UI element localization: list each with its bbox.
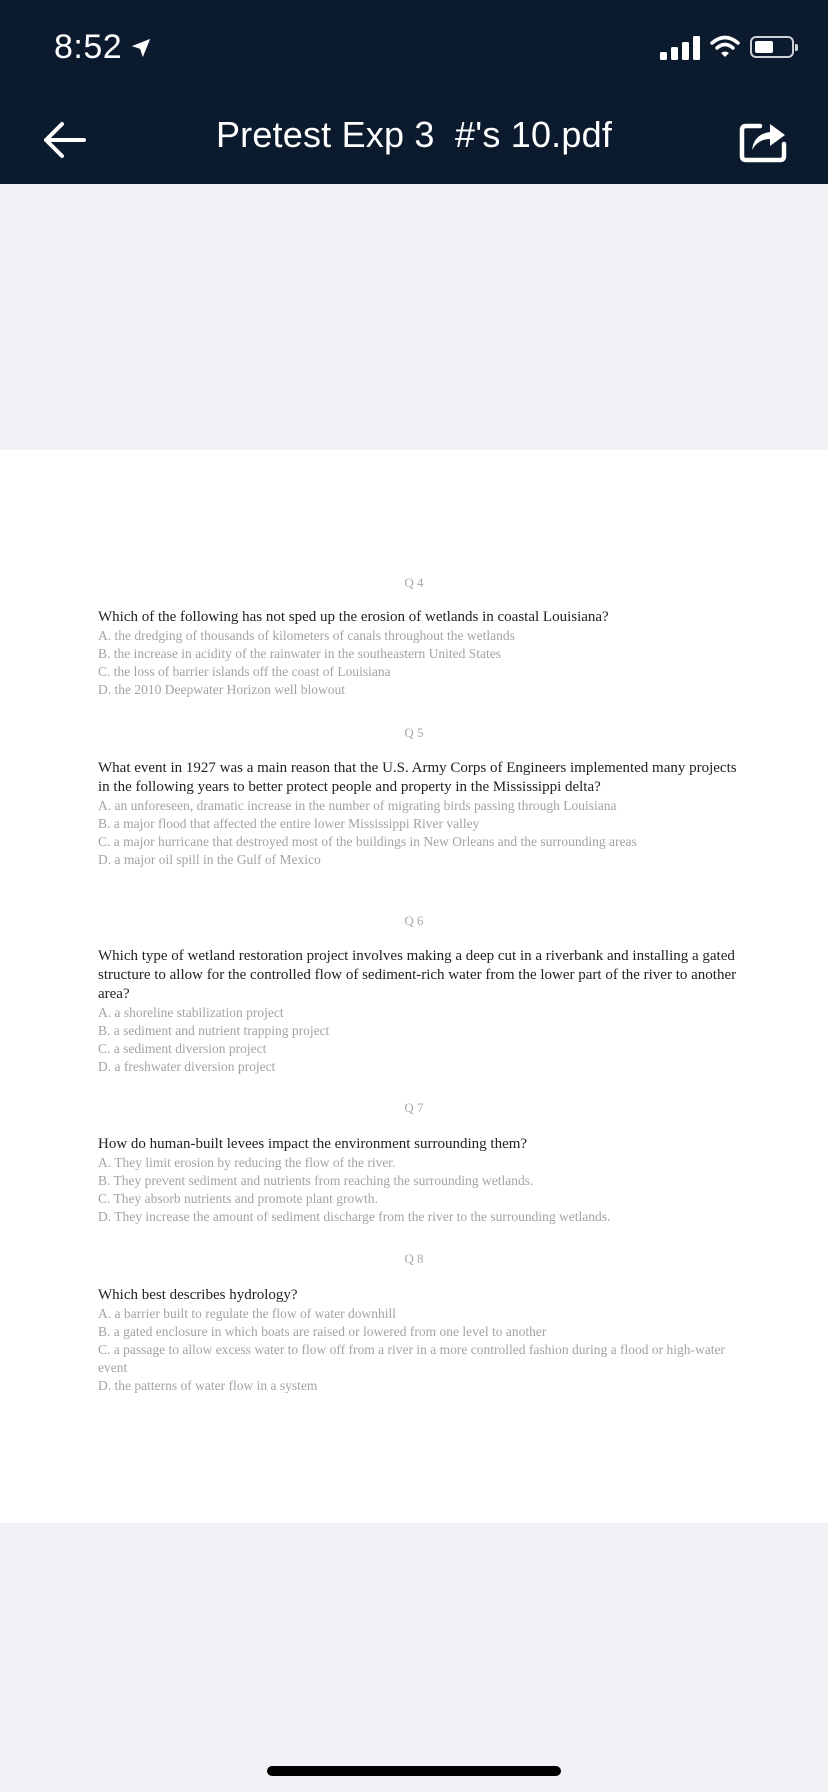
wifi-icon	[710, 35, 740, 59]
status-time-text: 8:52	[54, 28, 123, 66]
question-block	[98, 947, 738, 1076]
answer-option: C. a major hurricane that destroyed most of the buildings in New Orleans and the surrounding areas	[98, 834, 637, 849]
location-arrow-icon	[130, 37, 152, 59]
question-text: How do human-built levees impact the environment surrounding them?	[98, 1136, 528, 1152]
status-time	[54, 28, 152, 67]
home-indicator[interactable]	[267, 1766, 561, 1776]
answer-option: D. They increase the amount of sediment discharge from the river to the surrounding wetlands.	[98, 1209, 611, 1224]
answer-option: D. the 2010 Deepwater Horizon well blowout	[98, 682, 346, 697]
answer-option: B. a gated enclosure in which boats are raised or lowered from one level to another	[98, 1324, 547, 1339]
question-number: Q 8	[404, 1251, 424, 1266]
question-text: Which best describes hydrology?	[98, 1287, 298, 1303]
answer-option: B. a sediment and nutrient trapping project	[98, 1023, 330, 1038]
question-number: Q 7	[404, 1100, 424, 1115]
question-text: What event in 1927 was a main reason that the U.S. Army Corps of Engineers implemented many projects in the following years to better protect people and property in the Mississippi delta?	[98, 760, 737, 795]
pdf-page[interactable]	[0, 450, 828, 1523]
question-block	[98, 1286, 738, 1395]
answer-option: D. the patterns of water flow in a system	[98, 1378, 318, 1393]
answer-option: A. an unforeseen, dramatic increase in the number of migrating birds passing through Louisiana	[98, 798, 617, 813]
answer-option: A. a barrier built to regulate the flow of water downhill	[98, 1306, 397, 1321]
answer-option: B. They prevent sediment and nutrients from reaching the surrounding wetlands.	[98, 1173, 534, 1188]
status-icons	[660, 34, 794, 60]
answer-option: C. a passage to allow excess water to flow off from a river in a more controlled fashion during a flood or high-water event	[98, 1342, 725, 1375]
top-bar	[0, 0, 828, 184]
answer-option: C. the loss of barrier islands off the coast of Louisiana	[98, 664, 391, 679]
answer-option: A. the dredging of thousands of kilometers of canals throughout the wetlands	[98, 628, 515, 643]
question-block	[98, 1135, 738, 1226]
battery-icon	[750, 36, 794, 58]
question-number: Q 6	[404, 913, 424, 928]
question-text: Which of the following has not sped up the erosion of wetlands in coastal Louisiana?	[98, 609, 609, 625]
answer-option: D. a freshwater diversion project	[98, 1059, 276, 1074]
answer-option: C. They absorb nutrients and promote plant growth.	[98, 1191, 378, 1206]
answer-option: C. a sediment diversion project	[98, 1041, 267, 1056]
document-title: Pretest Exp 3 #'s 10.pdf	[215, 114, 613, 155]
question-text: Which type of wetland restoration project involves making a deep cut in a riverbank and installing a gated structure to allow for the controlled flow of sediment-rich water from the lower part of the river to another area?	[98, 948, 737, 1002]
question-block	[98, 608, 738, 699]
answer-option: A. They limit erosion by reducing the flow of the river.	[98, 1155, 396, 1170]
answer-option: B. a major flood that affected the entire lower Mississippi River valley	[98, 816, 480, 831]
question-block	[98, 759, 738, 869]
cellular-signal-icon	[660, 34, 700, 60]
answer-option: D. a major oil spill in the Gulf of Mexico	[98, 852, 321, 867]
answer-option: B. the increase in acidity of the rainwater in the southeastern United States	[98, 646, 501, 661]
answer-option: A. a shoreline stabilization project	[98, 1005, 284, 1020]
question-number: Q 4	[404, 575, 424, 590]
share-icon[interactable]	[738, 116, 788, 164]
question-number: Q 5	[404, 725, 424, 740]
